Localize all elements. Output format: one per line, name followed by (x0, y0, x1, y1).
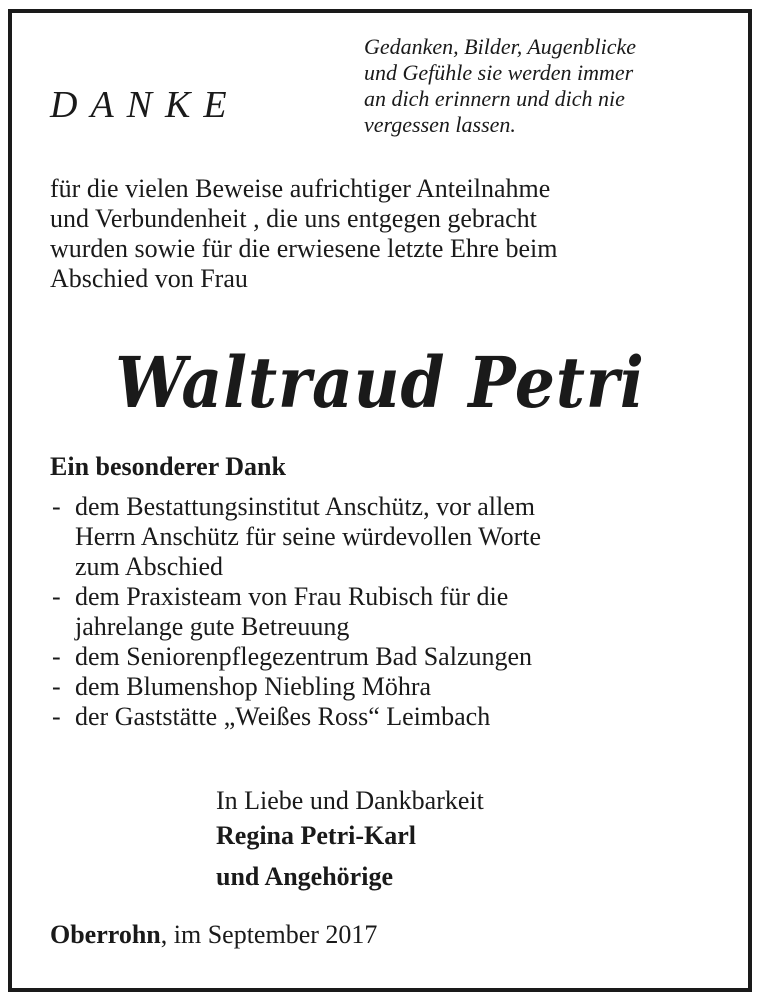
list-item (50, 492, 730, 582)
poem-line: vergessen lassen. (364, 112, 516, 137)
bullet-dash: - (52, 672, 61, 701)
list-item-line: dem Bestattungsinstitut Anschütz, vor allem (75, 492, 536, 521)
poem-line: Gedanken, Bilder, Augenblicke (364, 34, 637, 59)
signatory-relatives: und Angehörige (216, 862, 393, 891)
intro-line: für die vielen Beweise aufrichtiger Anteilnahme (50, 174, 551, 203)
poem (364, 34, 734, 138)
list-item-line: dem Seniorenpflegezentrum Bad Salzungen (75, 642, 533, 671)
list-item (50, 642, 730, 672)
list-item-line: dem Praxisteam von Frau Rubisch für die (75, 582, 509, 611)
place-name: Oberrohn (50, 920, 161, 949)
intro-line: und Verbundenheit , die uns entgegen gebracht (50, 204, 537, 233)
intro-line: Abschied von Frau (50, 264, 248, 293)
signatory-name: Regina Petri-Karl (216, 821, 416, 850)
place-date (50, 920, 377, 950)
special-thanks-list (50, 492, 730, 732)
list-item (50, 672, 730, 702)
intro-text (50, 174, 730, 294)
poem-line: und Gefühle sie werden immer (364, 60, 634, 85)
deceased-name: Waltraud Petri (115, 341, 645, 424)
intro-line: wurden sowie für die erwiesene letzte Ehre beim (50, 234, 558, 263)
closing-line: In Liebe und Dankbarkeit (216, 786, 484, 815)
special-thanks-title: Ein besonderer Dank (50, 452, 286, 481)
poem-line: an dich erinnern und dich nie (364, 86, 625, 111)
bullet-dash: - (52, 582, 61, 611)
bullet-dash: - (52, 642, 61, 671)
list-item (50, 582, 730, 642)
list-item-line: der Gaststätte „Weißes Ross“ Leimbach (75, 702, 491, 731)
list-item-line: Herrn Anschütz für seine würdevollen Worte (75, 522, 542, 551)
heading-danke: DANKE (50, 84, 240, 126)
bullet-dash: - (52, 702, 61, 731)
list-item (50, 702, 730, 732)
closing-block (216, 786, 484, 892)
list-item-line: dem Blumenshop Niebling Möhra (75, 672, 432, 701)
list-item-line: zum Abschied (75, 552, 224, 581)
date-text: , im September 2017 (160, 920, 378, 949)
bullet-dash: - (52, 492, 61, 521)
list-item-line: jahrelange gute Betreuung (75, 612, 350, 641)
